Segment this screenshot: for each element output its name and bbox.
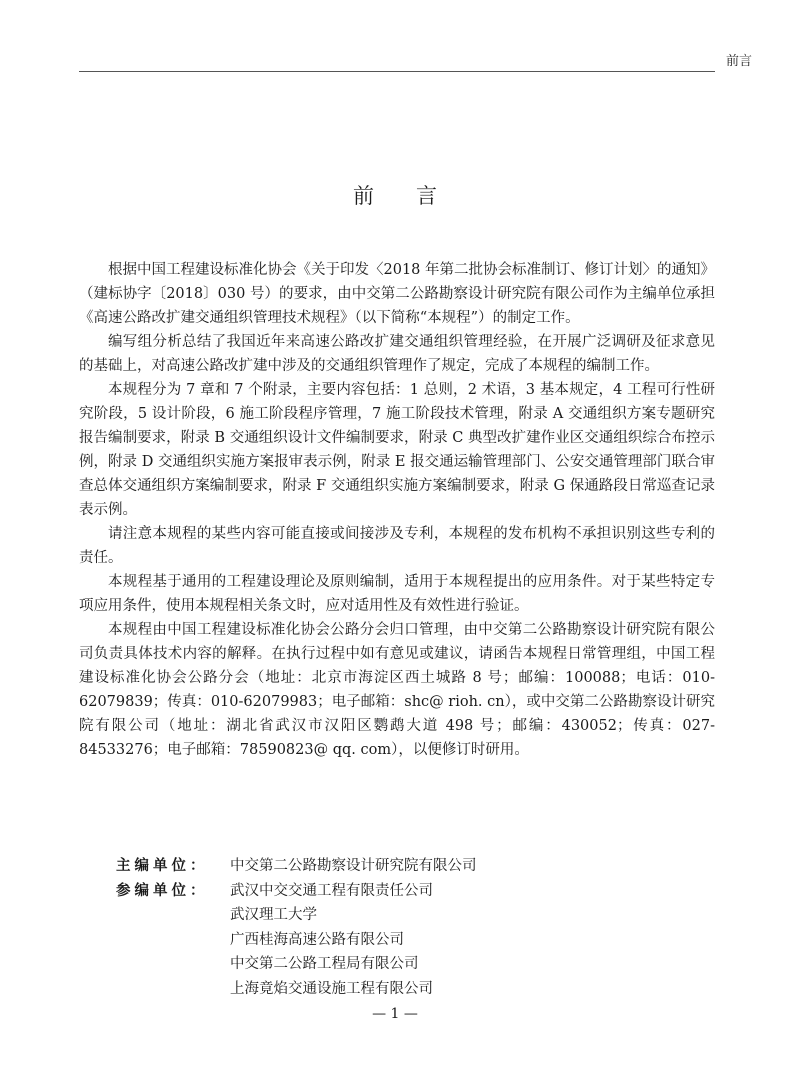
chief-unit-row <box>116 854 716 879</box>
paragraph-patent: 请注意本规程的某些内容可能直接或间接涉及专利，本规程的发布机构不承担识别这些专利的责任。 <box>79 526 715 566</box>
preface-body <box>79 258 715 762</box>
paragraph-drafting: 编写组分析总结了我国近年来高速公路改扩建交通组织管理经验，在开展广泛调研及征求意见的基础上，对高速公路改扩建中涉及的交通组织管理作了规定，完成了本规程的编制工作。 <box>79 334 715 374</box>
participating-unit: 中交第二公路工程局有限公司 <box>230 956 419 972</box>
participating-unit: 武汉中交交通工程有限责任公司 <box>230 882 433 899</box>
page-number: — 1 — <box>372 1006 418 1022</box>
participating-units-label: 参编单位： <box>116 881 209 899</box>
running-header: 前言 <box>725 54 752 69</box>
chief-unit-label: 主编单位： <box>116 857 209 874</box>
participating-unit: 广西桂海高速公路有限公司 <box>230 931 404 948</box>
paragraph-contents: 本规程分为 7 章和 7 个附录，主要内容包括：1 总则，2 术语，3 基本规定，4 工程可行性研究阶段，5 设计阶段，6 施工阶段程序管理，7 施工阶段技术管理，附录 A 交通组织方案专题研究报告编制要求，附录 B 交通组织设计文件编制要求，附录 C 典型改扩建作业区交通组织综合布控示例，附录 D 交通组织实施方案报审表示例，附录 E 报交通运输管理部门、公安交通管理部门联合审查总体交通组织方案编制要求，附录 F 交通组织实施方案编制要求，附录 G 保通路段日常巡查记录表示例。 <box>79 382 715 518</box>
paragraph-management: 本规程由中国工程建设标准化协会公路分会归口管理，由中交第二公路勘察设计研究院有限公司负责具体技术内容的解释。在执行过程中如有意见或建议，请函告本规程日常管理组，中国工程建设标准化协会公路分会（地址：北京市海淀区西土城路 8 号；邮编：100088；电话：010-62079839；传真：010-62079983；电子邮箱：shc@ rioh. cn），或中交第二公路勘察设计研究院有限公司（地址：湖北省武汉市汉阳区鹦鹉大道 498 号；邮编：430052；传真：027-84533276；电子邮箱：78590823@ qq. com），以便修订时研用。 <box>79 622 715 758</box>
paragraph-commission: 根据中国工程建设标准化协会《关于印发〈2018 年第二批协会标准制订、修订计划〉的通知》（建标协字〔2018〕030 号）的要求，由中交第二公路勘察设计研究院有限公司作为主编单位承担《高速公路改扩建交通组织管理技术规程》（以下简称“本规程”）的制定工作。 <box>79 262 716 326</box>
participating-units-row <box>116 879 716 1002</box>
participating-unit: 上海竟焰交通设施工程有限公司 <box>230 980 433 997</box>
paragraph-applicability: 本规程基于通用的工程建设理论及原则编制，适用于本规程提出的应用条件。对于某些特定专项应用条件，使用本规程相关条文时，应对适用性及有效性进行验证。 <box>79 574 715 614</box>
page-title: 前言 <box>353 184 479 208</box>
units-block <box>116 854 716 1001</box>
header-rule <box>79 71 715 72</box>
chief-unit-name: 中交第二公路勘察设计研究院有限公司 <box>230 858 477 874</box>
participating-unit: 武汉理工大学 <box>230 907 317 923</box>
